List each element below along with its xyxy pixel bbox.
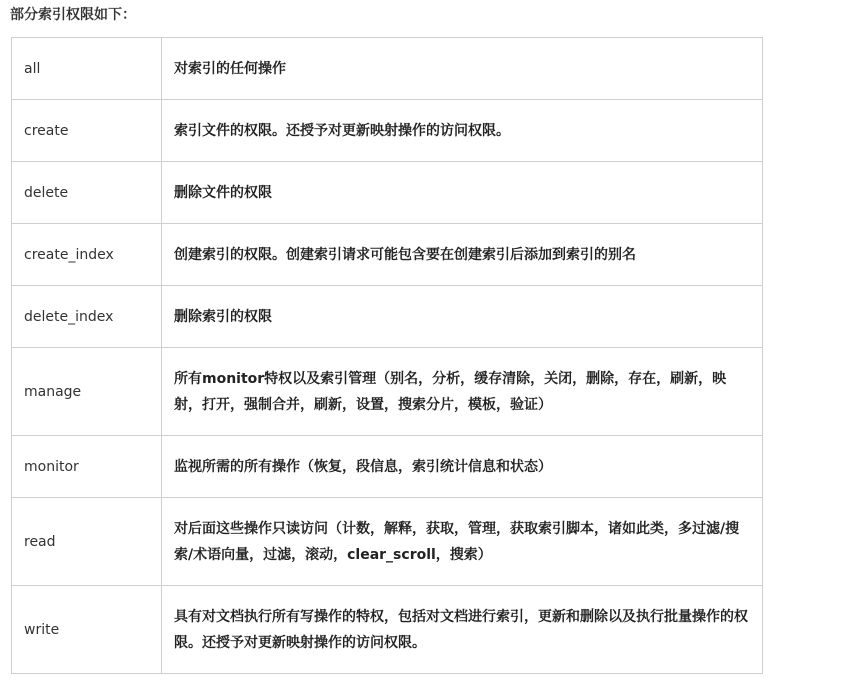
permission-description: 对索引的任何操作 xyxy=(162,38,763,100)
table-row xyxy=(12,348,763,436)
index-permissions-table xyxy=(11,37,763,674)
table-row xyxy=(12,498,763,586)
table-row xyxy=(12,162,763,224)
table-row xyxy=(12,38,763,100)
permission-name: create xyxy=(12,100,162,162)
permission-description: 对后面这些操作只读访问（计数，解释，获取，管理，获取索引脚本，诸如此类，多过滤/搜索/术语向量，过滤，滚动，clear_scroll，搜索） xyxy=(162,498,763,586)
permission-name: manage xyxy=(12,348,162,436)
permission-description: 删除文件的权限 xyxy=(162,162,763,224)
permission-name: delete_index xyxy=(12,286,162,348)
permission-name: delete xyxy=(12,162,162,224)
permission-description: 索引文件的权限。还授予对更新映射操作的访问权限。 xyxy=(162,100,763,162)
table-row xyxy=(12,100,763,162)
permission-name: write xyxy=(12,586,162,674)
permission-name: all xyxy=(12,38,162,100)
permission-name: read xyxy=(12,498,162,586)
table-row xyxy=(12,586,763,674)
section-heading: 部分索引权限如下： xyxy=(10,7,136,23)
table-row xyxy=(12,224,763,286)
permission-description: 删除索引的权限 xyxy=(162,286,763,348)
table-row xyxy=(12,436,763,498)
permission-description: 所有monitor特权以及索引管理（别名，分析，缓存清除，关闭，删除，存在，刷新，映射，打开，强制合并，刷新，设置，搜索分片，模板，验证） xyxy=(162,348,763,436)
permission-name: create_index xyxy=(12,224,162,286)
permission-description: 具有对文档执行所有写操作的特权，包括对文档进行索引，更新和删除以及执行批量操作的权限。还授予对更新映射操作的访问权限。 xyxy=(162,586,763,674)
permission-description: 监视所需的所有操作（恢复，段信息，索引统计信息和状态） xyxy=(162,436,763,498)
permission-description: 创建索引的权限。创建索引请求可能包含要在创建索引后添加到索引的别名 xyxy=(162,224,763,286)
permission-name: monitor xyxy=(12,436,162,498)
table-row xyxy=(12,286,763,348)
